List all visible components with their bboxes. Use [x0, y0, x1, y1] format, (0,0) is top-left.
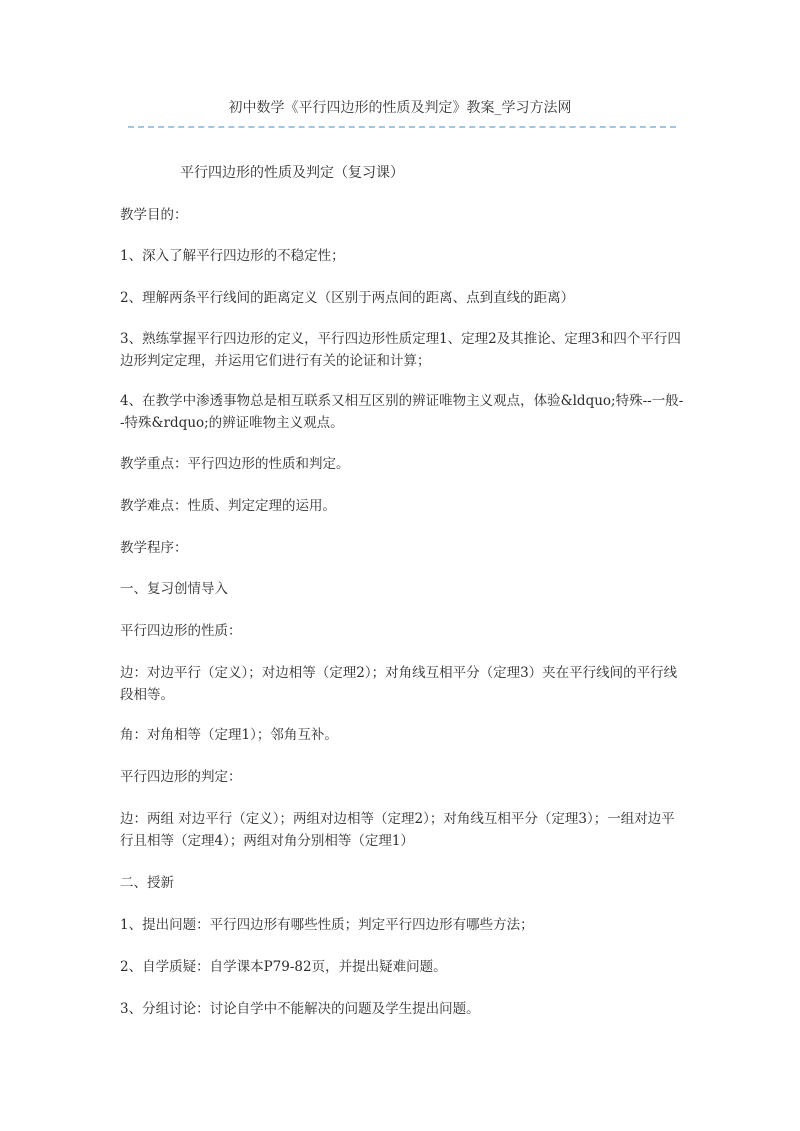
paragraph-criteria-heading: 平行四边形的判定：	[120, 769, 242, 785]
paragraph-step-2: 2、自学质疑：自学课本P79-82页，并提出疑难问题。	[120, 959, 447, 975]
page-header-title: 初中数学《平行四边形的性质及判定》教案_学习方法网	[228, 100, 572, 116]
paragraph-properties-heading: 平行四边形的性质：	[120, 623, 242, 639]
paragraph-goal-3: 3、熟练掌握平行四边形的定义，平行四边形性质定理1、定理2及其推论、定理3和四个平行四边形判定定理，并运用它们进行有关的论证和计算；	[120, 331, 681, 369]
paragraph-properties-sides: 边：对边平行（定义）；对边相等（定理2）；对角线互相平分（定理3）夹在平行线间的平行线段相等。	[120, 665, 678, 703]
paragraph-properties-angles: 角：对角相等（定理1）；邻角互补。	[120, 727, 338, 743]
paragraph-goal-1: 1、深入了解平行四边形的不稳定性；	[120, 248, 345, 264]
section-heading-review: 一、复习创情导入	[120, 581, 228, 597]
paragraph-key-point: 教学重点：平行四边形的性质和判定。	[120, 456, 350, 472]
header-divider	[128, 126, 676, 128]
paragraph-teaching-goals-heading: 教学目的：	[120, 207, 188, 223]
paragraph-step-1: 1、提出问题：平行四边形有哪些性质；判定平行四边形有哪些方法；	[120, 917, 534, 933]
paragraph-goal-4: 4、在教学中渗透事物总是相互联系又相互区别的辨证唯物主义观点，体验&ldquo;特殊--一般--特殊&rdquo;的辨证唯物主义观点。	[120, 393, 684, 431]
paragraph-goal-2: 2、理解两条平行线间的距离定义（区别于两点间的距离、点到直线的距离）	[120, 290, 575, 306]
section-heading-new-lesson: 二、授新	[120, 875, 174, 891]
paragraph-criteria-sides: 边：两组 对边平行（定义）；两组对边相等（定理2）；对角线互相平分（定理3）；一组对边平行且相等（定理4）；两组对角分别相等（定理1）	[120, 811, 675, 849]
document-subtitle: 平行四边形的性质及判定（复习课）	[180, 165, 404, 181]
paragraph-difficult-point: 教学难点：性质、判定定理的运用。	[120, 498, 336, 514]
paragraph-procedure-heading: 教学程序：	[120, 540, 188, 556]
paragraph-step-3: 3、分组讨论：讨论自学中不能解决的问题及学生提出问题。	[120, 1001, 480, 1017]
